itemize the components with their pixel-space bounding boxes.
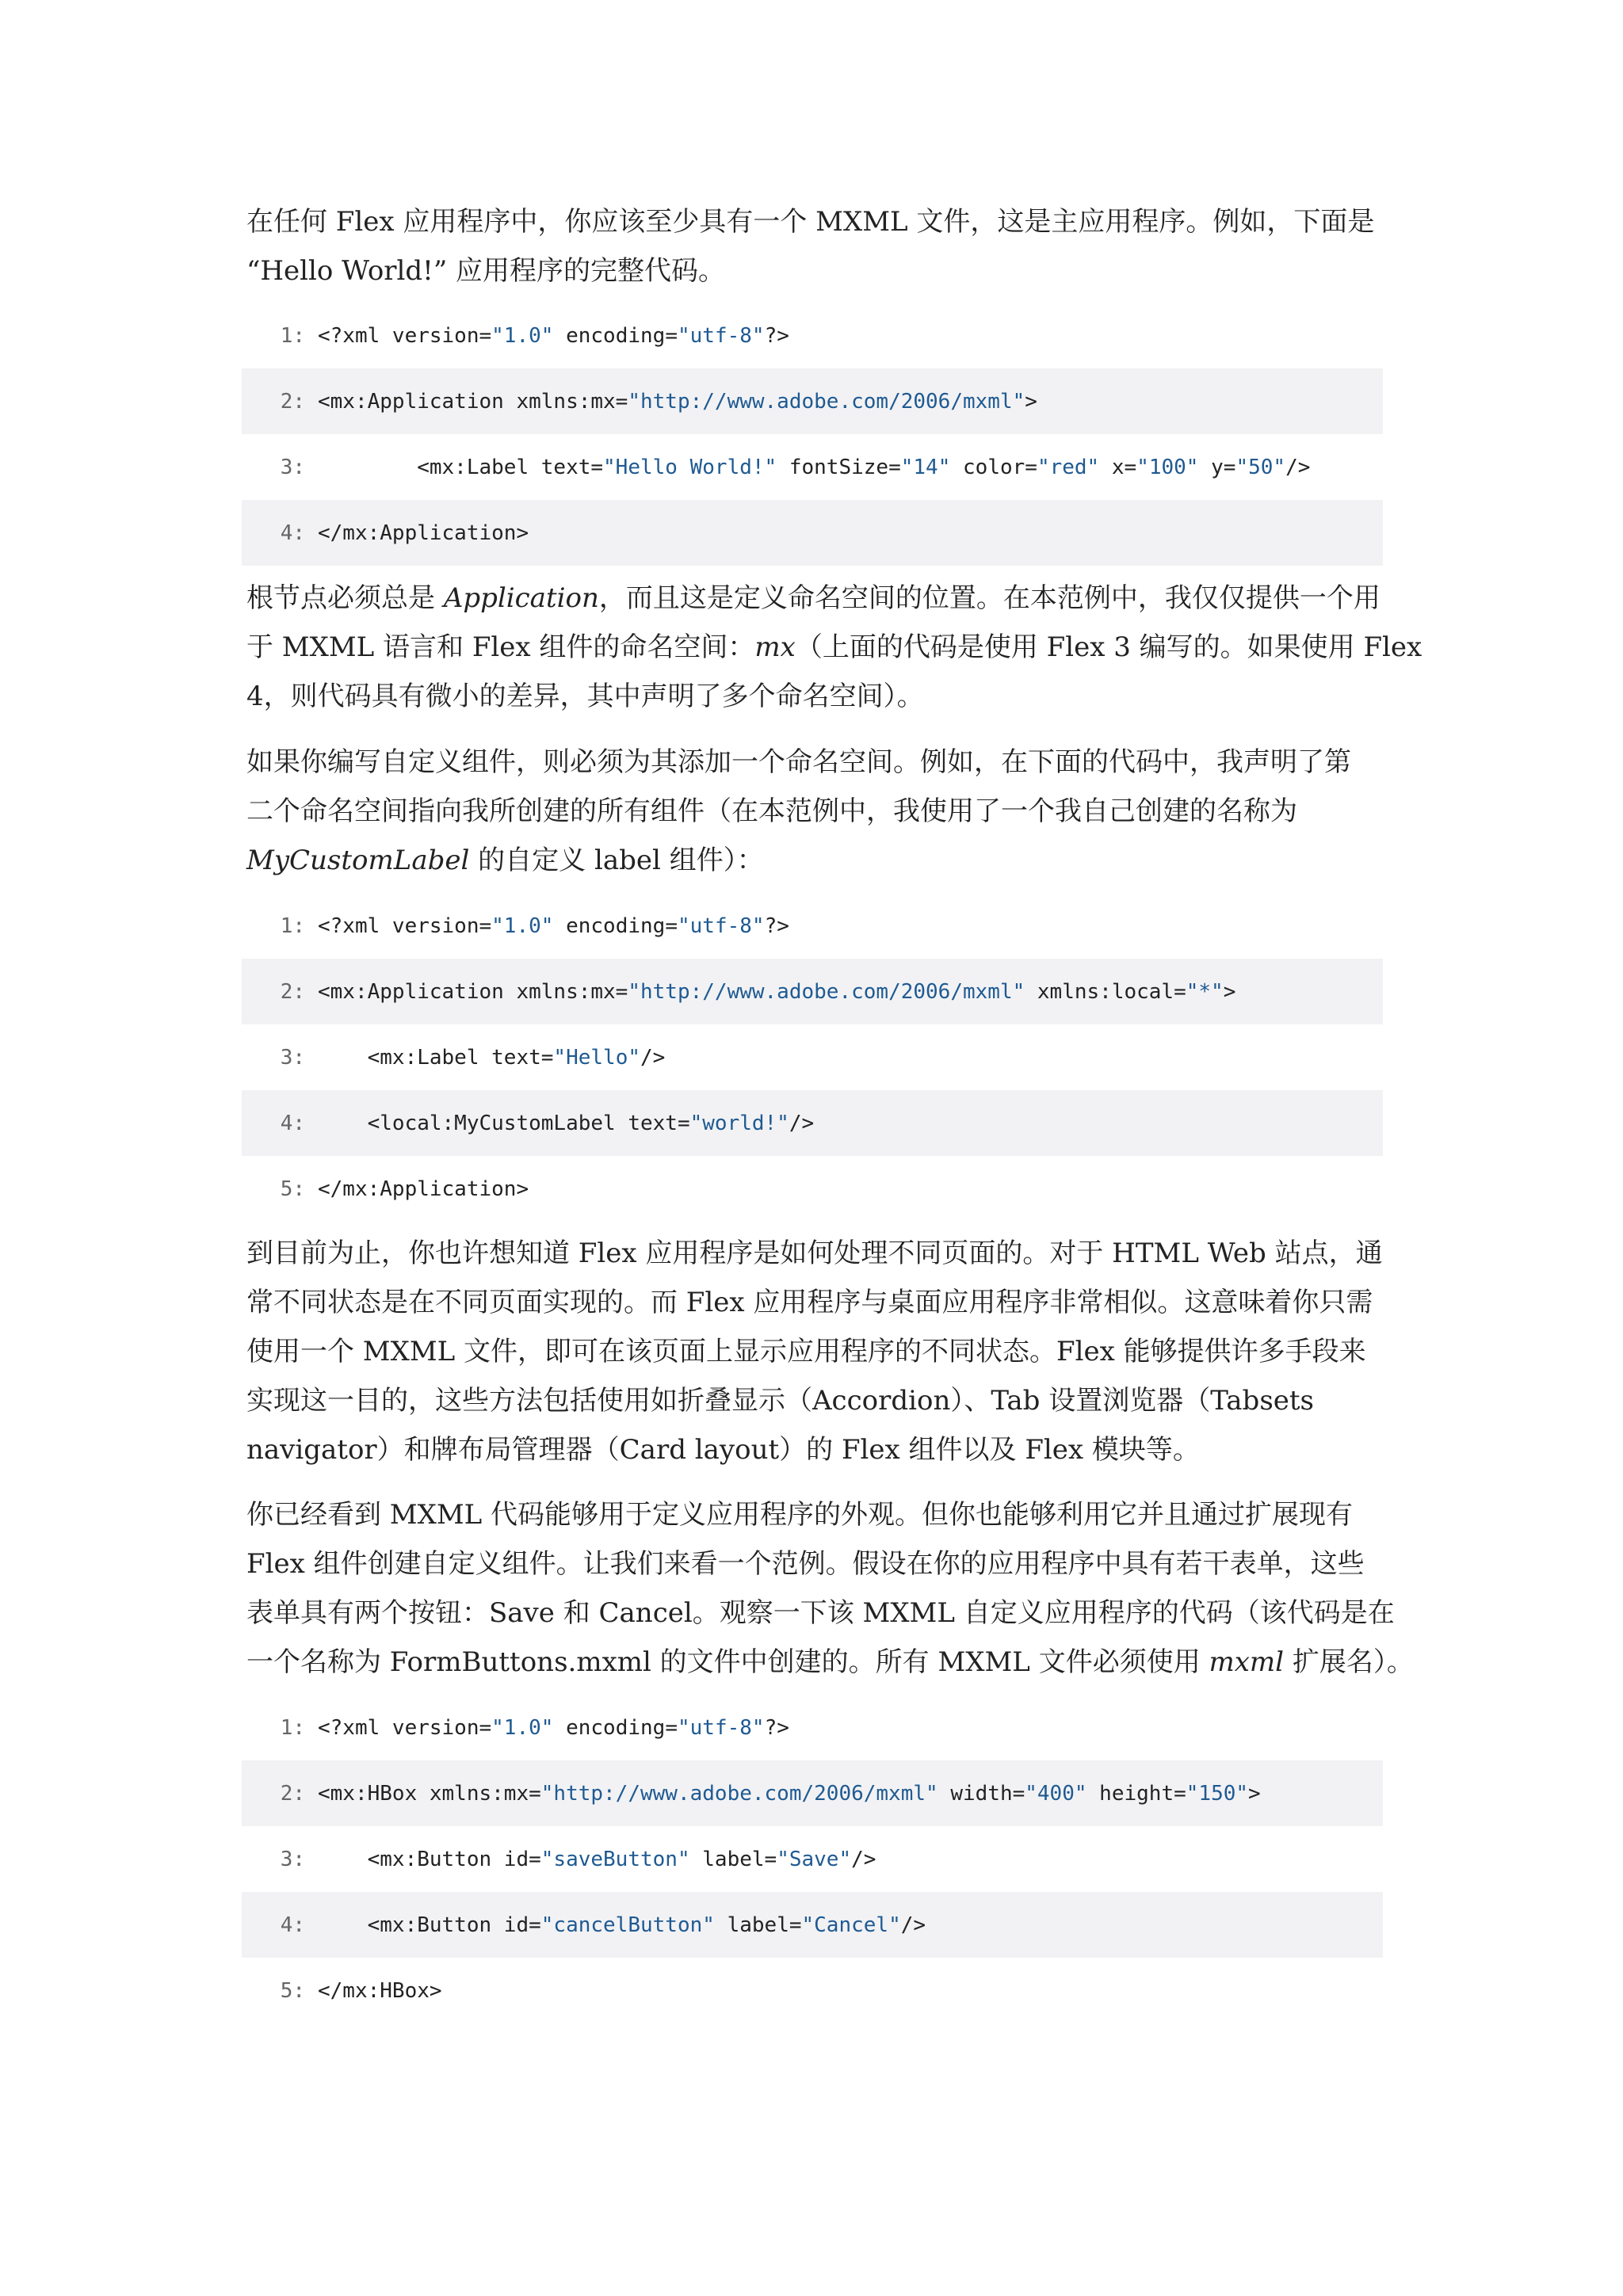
string-literal: "1.0": [491, 1715, 554, 1740]
code-text: [318, 1848, 876, 1871]
code-text: [318, 521, 529, 545]
string-literal: "50": [1235, 455, 1286, 479]
code-line: [242, 893, 1383, 959]
code-token: height=: [1086, 1781, 1186, 1806]
code-token: label=: [714, 1913, 802, 1937]
code-token: x=: [1099, 455, 1137, 479]
string-literal: "saveButton": [540, 1847, 690, 1871]
paragraph-intro: [246, 197, 1375, 296]
paragraph-pages-states: [246, 1229, 1383, 1474]
code-line: [242, 368, 1383, 434]
string-literal: "150": [1186, 1781, 1249, 1806]
code-text: [318, 1177, 529, 1201]
line-number: 3:: [280, 1847, 305, 1871]
code-text: [318, 324, 789, 348]
code-token: <mx:HBox xmlns:mx=: [318, 1781, 541, 1806]
code-token: fontSize=: [777, 455, 901, 479]
code-token: ?>: [764, 913, 789, 938]
line-number: 3:: [280, 1045, 305, 1070]
line-number: 5:: [280, 1177, 305, 1201]
paragraph-form-buttons: [246, 1490, 1414, 1687]
string-literal: "utf-8": [677, 913, 765, 938]
code-token: <local:MyCustomLabel text=: [318, 1111, 690, 1135]
code-line: [242, 1892, 1383, 1958]
line-number: 2:: [280, 979, 305, 1004]
code-text: [318, 1112, 814, 1135]
code-token: <mx:Label text=: [318, 1045, 554, 1070]
string-literal: "http://www.adobe.com/2006/mxml": [628, 389, 1025, 414]
code-block-form-buttons: [242, 1695, 1383, 2023]
code-token: />: [900, 1913, 926, 1937]
code-token: />: [851, 1847, 876, 1871]
code-text: [318, 1046, 665, 1070]
paragraph-line: 使用一个 MXML 文件，即可在该页面上显示应用程序的不同状态。Flex 能够提供许多手段来: [246, 1336, 1366, 1367]
code-text: [318, 1782, 1261, 1806]
line-number: 1:: [280, 913, 305, 938]
paragraph-line: navigator）和牌布局管理器（Card layout）的 Flex 组件以及 Flex 模块等。: [246, 1434, 1200, 1466]
code-block-hello-world: [242, 303, 1383, 566]
code-token: <mx:Button id=: [318, 1847, 541, 1871]
paragraph-root-node: [246, 574, 1423, 721]
emphasis-mx: mx: [754, 631, 796, 663]
code-text: [318, 1913, 926, 1937]
string-literal: "Save": [777, 1847, 852, 1871]
string-literal: "1.0": [491, 323, 554, 348]
paragraph-line: “Hello World!” 应用程序的完整代码。: [246, 255, 726, 287]
code-token: width=: [938, 1781, 1025, 1806]
line-number: 4:: [280, 521, 305, 545]
string-literal: "red": [1037, 455, 1100, 479]
code-token: <?xml version=: [318, 1715, 492, 1740]
code-token: label=: [689, 1847, 777, 1871]
code-text: [318, 456, 1310, 479]
code-text: [318, 1979, 442, 2003]
code-line: [242, 500, 1383, 566]
code-token: >: [1025, 389, 1037, 414]
line-number: 1:: [280, 323, 305, 348]
paragraph-line: 4，则代码具有微小的差异，其中声明了多个命名空间）。: [246, 681, 924, 712]
code-token: encoding=: [553, 913, 678, 938]
code-token: ?>: [764, 1715, 789, 1740]
code-line: [242, 1826, 1383, 1892]
line-number: 4:: [280, 1913, 305, 1937]
emphasis-mycustomlabel: MyCustomLabel: [246, 845, 470, 876]
line-number: 3:: [280, 455, 305, 479]
code-token: color=: [950, 455, 1037, 479]
paragraph-line: 如果你编写自定义组件，则必须为其添加一个命名空间。例如，在下面的代码中，我声明了第: [246, 746, 1351, 778]
code-line: [242, 959, 1383, 1024]
emphasis-mxml: mxml: [1209, 1646, 1285, 1678]
code-token: <?xml version=: [318, 913, 492, 938]
paragraph-line: 一个名称为 FormButtons.mxml 的文件中创建的。所有 MXML 文件必须使用 mxml 扩展名）。: [246, 1646, 1414, 1678]
code-token: />: [1285, 455, 1311, 479]
paragraph-line: 常不同状态是在不同页面实现的。而 Flex 应用程序与桌面应用程序非常相似。这意味着你只需: [246, 1287, 1373, 1318]
string-literal: "utf-8": [677, 1715, 765, 1740]
code-text: [318, 914, 789, 938]
string-literal: "100": [1136, 455, 1199, 479]
code-text: [318, 1716, 789, 1740]
code-token: />: [789, 1111, 815, 1135]
code-line: [242, 1760, 1383, 1826]
code-token: >: [1223, 979, 1236, 1004]
code-token: <mx:Application xmlns:mx=: [318, 979, 628, 1004]
code-token: xmlns:local=: [1025, 979, 1186, 1004]
line-number: 4:: [280, 1111, 305, 1135]
code-token: encoding=: [553, 323, 678, 348]
line-number: 5:: [280, 1978, 305, 2003]
code-token: </mx:HBox>: [318, 1978, 442, 2003]
paragraph-line: 在任何 Flex 应用程序中，你应该至少具有一个 MXML 文件，这是主应用程序。例如，下面是: [246, 206, 1375, 238]
code-line: [242, 434, 1383, 500]
paragraph-line: 到目前为止，你也许想知道 Flex 应用程序是如何处理不同页面的。对于 HTML Web 站点，通: [246, 1238, 1383, 1269]
string-literal: "400": [1025, 1781, 1087, 1806]
paragraph-line: 二个命名空间指向我所创建的所有组件（在本范例中，我使用了一个我自己创建的名称为: [246, 795, 1297, 827]
string-literal: "http://www.adobe.com/2006/mxml": [540, 1781, 938, 1806]
paragraph-line: 你已经看到 MXML 代码能够用于定义应用程序的外观。但你也能够利用它并且通过扩展现有: [246, 1499, 1354, 1531]
paragraph-line: 于 MXML 语言和 Flex 组件的命名空间：mx（上面的代码是使用 Flex 3 编写的。如果使用 Flex: [246, 631, 1423, 663]
paragraph-line: 表单具有两个按钮：Save 和 Cancel。观察一下该 MXML 自定义应用程序的代码（该代码是在: [246, 1597, 1395, 1629]
paragraph-custom-namespace: [246, 738, 1372, 885]
code-token: </mx:Application>: [318, 1177, 529, 1201]
code-line: [242, 1156, 1383, 1222]
string-literal: "Hello": [553, 1045, 640, 1070]
paragraph-line: 根节点必须总是 Application，而且这是定义命名空间的位置。在本范例中，我仅仅提供一个用: [246, 582, 1381, 614]
paragraph-line: Flex 组件创建自定义组件。让我们来看一个范例。假设在你的应用程序中具有若干表单，这些: [246, 1548, 1365, 1580]
code-token: y=: [1198, 455, 1236, 479]
code-line: [242, 1695, 1383, 1760]
string-literal: "*": [1186, 979, 1224, 1004]
line-number: 1:: [280, 1715, 305, 1740]
string-literal: "1.0": [491, 913, 554, 938]
string-literal: "world!": [689, 1111, 789, 1135]
code-text: [318, 980, 1235, 1004]
code-token: />: [640, 1045, 666, 1070]
string-literal: "http://www.adobe.com/2006/mxml": [628, 979, 1025, 1004]
code-token: <mx:Application xmlns:mx=: [318, 389, 628, 414]
code-token: >: [1248, 1781, 1261, 1806]
code-token: <mx:Button id=: [318, 1913, 541, 1937]
string-literal: "14": [900, 455, 951, 479]
code-text: [318, 390, 1037, 414]
code-line: [242, 1958, 1383, 2023]
code-line: [242, 303, 1383, 368]
code-token: ?>: [764, 323, 789, 348]
line-number: 2:: [280, 389, 305, 414]
code-line: [242, 1024, 1383, 1090]
code-block-custom-label: [242, 893, 1383, 1222]
string-literal: "Cancel": [801, 1913, 901, 1937]
code-token: <?xml version=: [318, 323, 492, 348]
code-token: <mx:Label text=: [318, 455, 604, 479]
paragraph-line: 实现这一目的，这些方法包括使用如折叠显示（Accordion）、Tab 设置浏览器（Tabsets: [246, 1385, 1314, 1417]
line-number: 2:: [280, 1781, 305, 1806]
paragraph-line: MyCustomLabel 的自定义 label 组件）：: [246, 845, 764, 876]
emphasis-application: Application: [443, 582, 599, 614]
string-literal: "Hello World!": [603, 455, 777, 479]
string-literal: "cancelButton": [540, 1913, 715, 1937]
code-token: encoding=: [553, 1715, 678, 1740]
string-literal: "utf-8": [677, 323, 765, 348]
code-token: </mx:Application>: [318, 521, 529, 545]
code-line: [242, 1090, 1383, 1156]
